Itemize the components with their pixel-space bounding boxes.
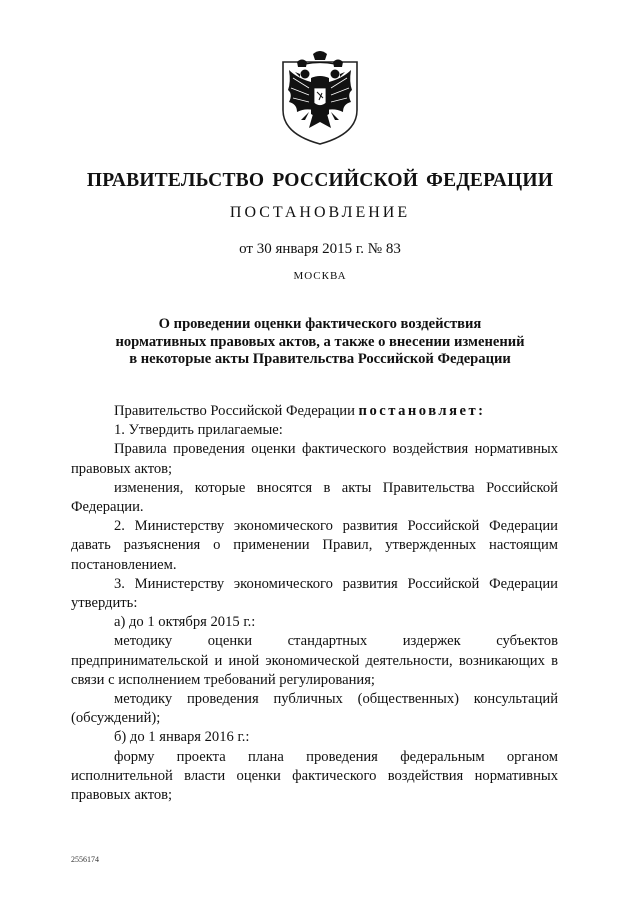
body-paragraph: форму проекта плана проведения федеральным органом исполнительной власти оценки фактического воздействия нормативных правовых актов;	[71, 748, 558, 804]
body-paragraph: методику проведения публичных (общественных) консультаций (обсуждений);	[71, 691, 558, 727]
body-paragraph	[71, 402, 558, 421]
document-date-number: от 30 января 2015 г. № 83	[239, 241, 401, 257]
body-paragraph: изменения, которые вносятся в акты Правительства Российской Федерации.	[71, 479, 558, 516]
body-paragraph: 3. Министерству экономического развития Российской Федерации утвердить:	[71, 575, 558, 612]
subject-line: нормативных правовых актов, а также о внесении изменений	[115, 333, 525, 350]
body-paragraph: а) до 1 октября 2015 г.:	[114, 614, 256, 631]
document-type: ПОСТАНОВЛЕНИЕ	[229, 204, 411, 221]
body-paragraph: методику оценки стандартных издержек субъектов предпринимательской и иной экономической деятельности, возникающих в связи с исполнением требований регулирования;	[71, 633, 558, 688]
preamble-text: Правительство Российской Федерации	[114, 403, 359, 419]
document-body	[71, 402, 558, 805]
document-subject	[100, 316, 540, 369]
subject-line: О проведении оценки фактического воздействия	[158, 316, 482, 332]
body-paragraph: 1. Утвердить прилагаемые:	[114, 422, 283, 439]
body-paragraph: 2. Министерству экономического развития Российской Федерации давать разъяснения о применении Правил, утвержденных настоящим постановлением.	[71, 518, 558, 573]
government-title: ПРАВИТЕЛЬСТВО РОССИЙСКОЙ ФЕДЕРАЦИИ	[86, 170, 554, 191]
decree-keyword: постановляет:	[358, 403, 486, 419]
body-paragraph: Правила проведения оценки фактического воздействия нормативных правовых актов;	[71, 441, 558, 477]
document-city: МОСКВА	[293, 270, 347, 282]
body-paragraph: б) до 1 января 2016 г.:	[114, 729, 250, 746]
subject-line: в некоторые акты Правительства Российской Федерации	[129, 351, 511, 367]
footer-document-code: 2556174	[71, 855, 99, 864]
coat-of-arms-emblem	[275, 48, 365, 148]
